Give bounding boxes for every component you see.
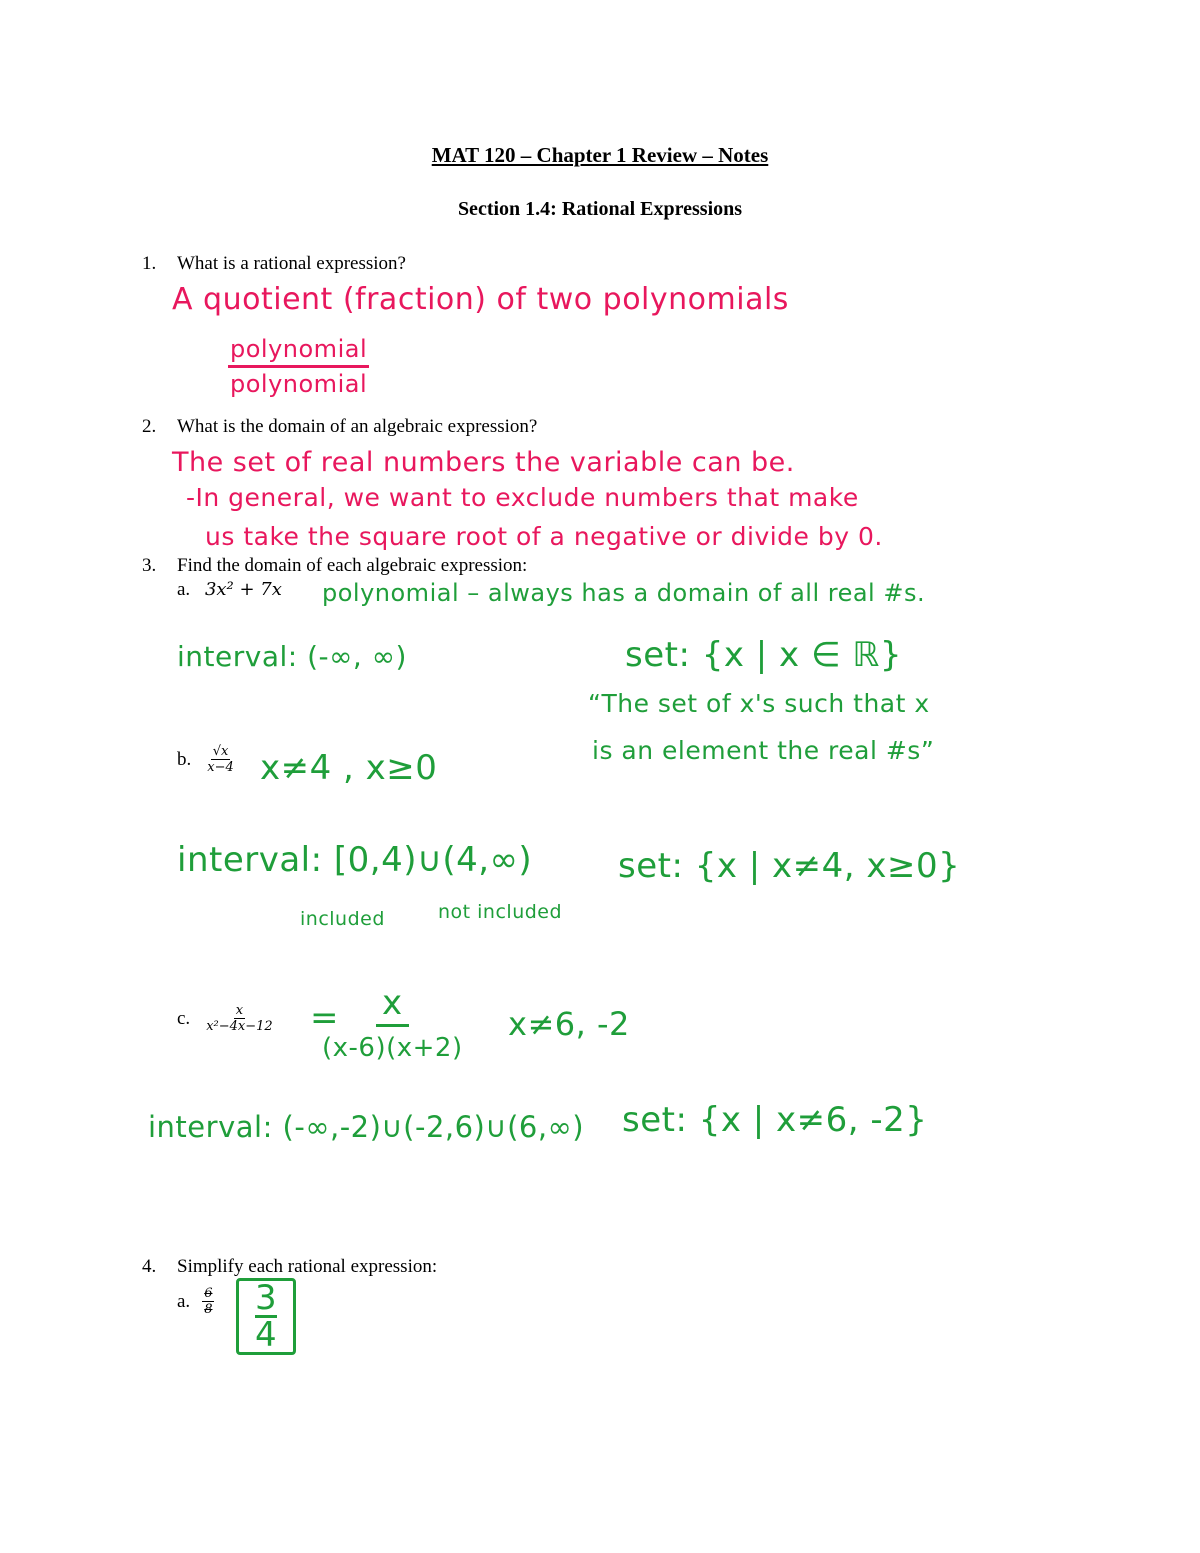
handwritten-3a-set: set: {x | x ∈ ℝ} (625, 635, 902, 675)
denominator: x²−4x−12 (206, 1019, 273, 1034)
handwritten-q2-line1: The set of real numbers the variable can be. (172, 447, 795, 478)
handwritten-3c-set: set: {x | x≠6, -2} (622, 1100, 928, 1140)
part-3b (177, 744, 236, 775)
handwritten-4a-answer-box (236, 1278, 296, 1355)
handwritten-3b-set: set: {x | x≠4, x≥0} (618, 846, 961, 886)
part-label: b. (177, 748, 192, 770)
page-title: MAT 120 – Chapter 1 Review – Notes (431, 143, 769, 167)
handwritten-3a-quote-line2: is an element the real #s” (592, 736, 935, 765)
denominator: 8 (204, 1302, 213, 1317)
handwritten-3c-equals: = (310, 998, 339, 1038)
handwritten-denominator: (x-6)(x+2) (322, 1033, 463, 1063)
handwritten-3c-fraction (322, 982, 463, 1069)
handwritten-3a-note: polynomial – always has a domain of all real #s. (322, 579, 926, 607)
handwritten-denominator: polynomial (230, 370, 368, 398)
fraction (202, 1286, 214, 1317)
numerator: 6 (204, 1286, 213, 1301)
question-1 (0, 253, 1200, 277)
question-4 (0, 1256, 1200, 1280)
handwritten-numerator: x (376, 982, 409, 1027)
handwritten-3b-included: included (300, 908, 385, 930)
fraction (205, 744, 236, 775)
handwritten-3b-interval: interval: [0,4)∪(4,∞) (177, 840, 533, 880)
handwritten-numerator: polynomial (228, 333, 369, 368)
handwritten-q1-answer: A quotient (fraction) of two polynomials (172, 282, 789, 317)
expression: 3x² + 7x (204, 579, 282, 600)
part-4a (177, 1286, 214, 1317)
handwritten-3b-condition: x≠4 , x≥0 (260, 748, 438, 788)
handwritten-q2-line2: -In general, we want to exclude numbers that make (186, 483, 859, 512)
handwritten-3a-quote-line1: “The set of x's such that x (588, 689, 930, 718)
handwritten-denominator: 4 (255, 1315, 278, 1355)
handwritten-3a-interval: interval: (-∞, ∞) (177, 640, 407, 673)
part-3c (177, 1003, 275, 1034)
numerator: √x (212, 744, 229, 759)
fraction (204, 1003, 274, 1034)
handwritten-3b-not-included: not included (438, 901, 563, 923)
denominator: x−4 (207, 760, 234, 775)
handwritten-q1-fraction (228, 333, 369, 400)
part-3a (177, 579, 282, 601)
question-text: Simplify each rational expression: (177, 1256, 438, 1277)
section-heading: Section 1.4: Rational Expressions (457, 198, 743, 220)
handwritten-3c-condition: x≠6, -2 (508, 1005, 630, 1043)
question-text: Find the domain of each algebraic expression: (177, 555, 528, 576)
part-label: c. (177, 1007, 191, 1029)
handwritten-3c-interval: interval: (-∞,-2)∪(-2,6)∪(6,∞) (148, 1110, 585, 1144)
handwritten-q2-line3: us take the square root of a negative or divide by 0. (205, 522, 883, 551)
question-3 (0, 555, 1200, 579)
handwritten-numerator: 3 (255, 1278, 278, 1318)
question-text: What is a rational expression? (177, 253, 406, 274)
numerator: x (235, 1003, 244, 1018)
question-2 (0, 416, 1200, 440)
part-label: a. (177, 1290, 191, 1312)
question-number: 4. (142, 1256, 157, 1277)
question-text: What is the domain of an algebraic expression? (177, 416, 538, 437)
question-number: 1. (142, 253, 157, 274)
question-number: 2. (142, 416, 157, 437)
part-label: a. (177, 579, 191, 600)
question-number: 3. (142, 555, 157, 576)
